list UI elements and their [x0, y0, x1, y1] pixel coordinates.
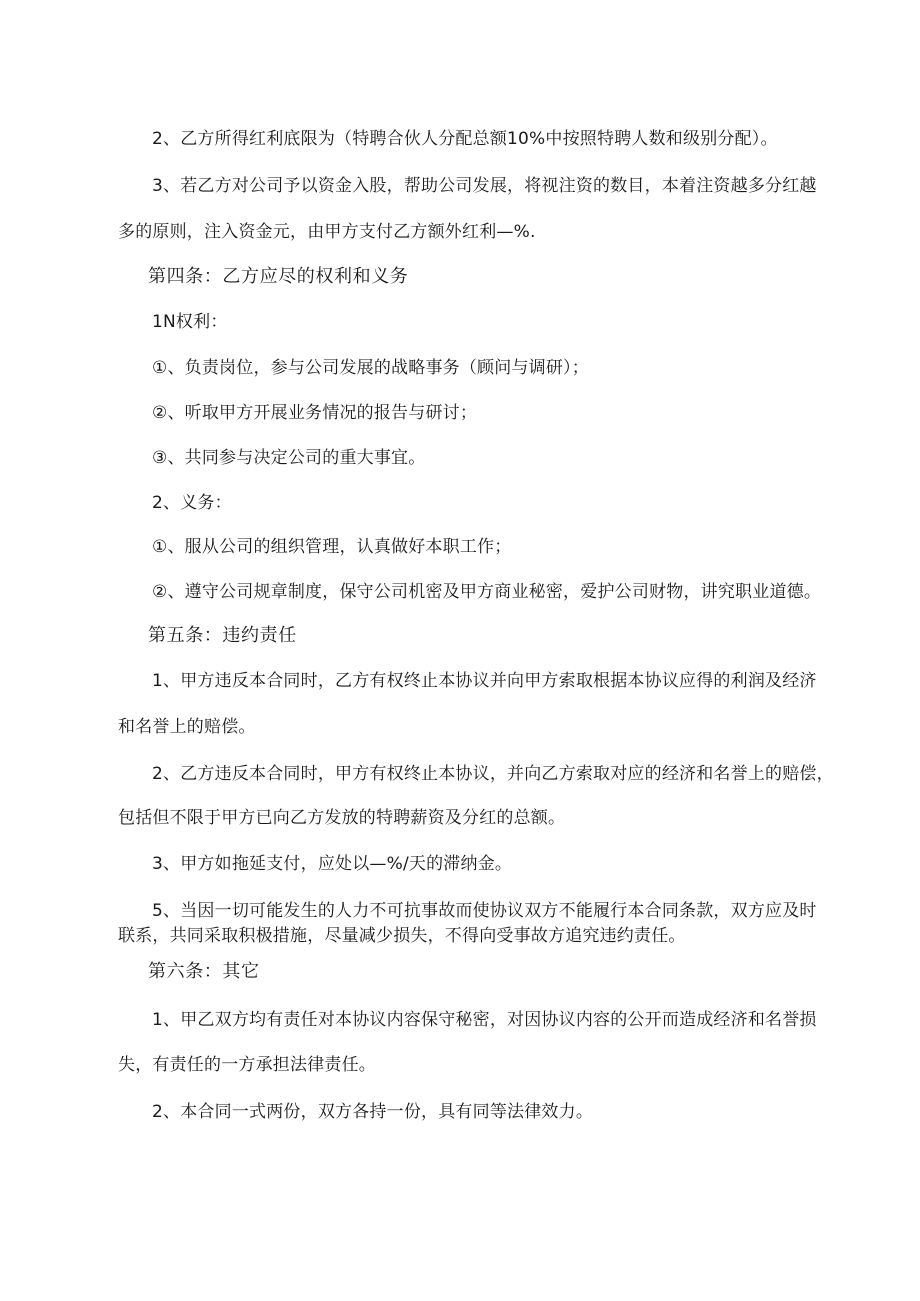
duties-title: 2、义务：: [152, 493, 232, 513]
clause-3-item-3-line-1: 3、若乙方对公司予以资金入股，帮助公司发展，将视注资的数目，本着注资越多分红越: [152, 176, 817, 196]
breach-item-5-line-2: 联系，共同采取积极措施，尽量减少损失，不得向受事故方追究违约责任。: [118, 926, 686, 946]
right-item-3: ③、共同参与决定公司的重大事宜。: [152, 448, 426, 468]
clause-3-item-2: 2、乙方所得红利底限为（特聘合伙人分配总额10%中按照特聘人数和级别分配）。: [152, 129, 778, 149]
breach-item-1-line-2: 和名誉上的赔偿。: [118, 717, 256, 737]
breach-item-5-line-1: 5、当因一切可能发生的人力不可抗事故而使协议双方不能履行本合同条款，双方应及时: [152, 901, 817, 921]
article-5-heading: 第五条：违约责任: [148, 625, 297, 646]
duty-item-1: ①、服从公司的组织管理，认真做好本职工作；: [152, 537, 512, 557]
right-item-1: ①、负责岗位，参与公司发展的战略事务（顾问与调研）；: [152, 358, 589, 378]
other-item-2: 2、本合同一式两份，双方各持一份，具有同等法律效力。: [152, 1102, 594, 1122]
duty-item-2: ②、遵守公司规章制度，保守公司机密及甲方商业秘密，爱护公司财物，讲究职业道德。: [152, 582, 822, 602]
breach-item-2-line-2: 包括但不限于甲方已向乙方发放的特聘薪资及分红的总额。: [118, 808, 566, 828]
article-4-heading: 第四条：乙方应尽的权利和义务: [148, 266, 409, 287]
article-6-heading: 第六条：其它: [148, 961, 260, 982]
breach-item-2-line-1: 2、乙方违反本合同时，甲方有权终止本协议，并向乙方索取对应的经济和名誉上的赔偿，: [152, 764, 834, 784]
breach-item-3: 3、甲方如拖延支付，应处以—%/天的滞纳金。: [152, 854, 513, 874]
other-item-1-line-1: 1、甲乙双方均有责任对本协议内容保守秘密，对因协议内容的公开而造成经济和名誉损: [152, 1010, 817, 1030]
clause-3-item-3-line-2: 多的原则，注入资金元，由甲方支付乙方额外红利—%.: [118, 222, 536, 242]
other-item-1-line-2: 失，有责任的一方承担法律责任。: [118, 1055, 376, 1075]
breach-item-1-line-1: 1、甲方违反本合同时，乙方有权终止本协议并向甲方索取根据本协议应得的利润及经济: [152, 671, 817, 691]
right-item-2: ②、听取甲方开展业务情况的报告与研讨；: [152, 403, 478, 423]
rights-title: 1N权利：: [152, 312, 228, 332]
